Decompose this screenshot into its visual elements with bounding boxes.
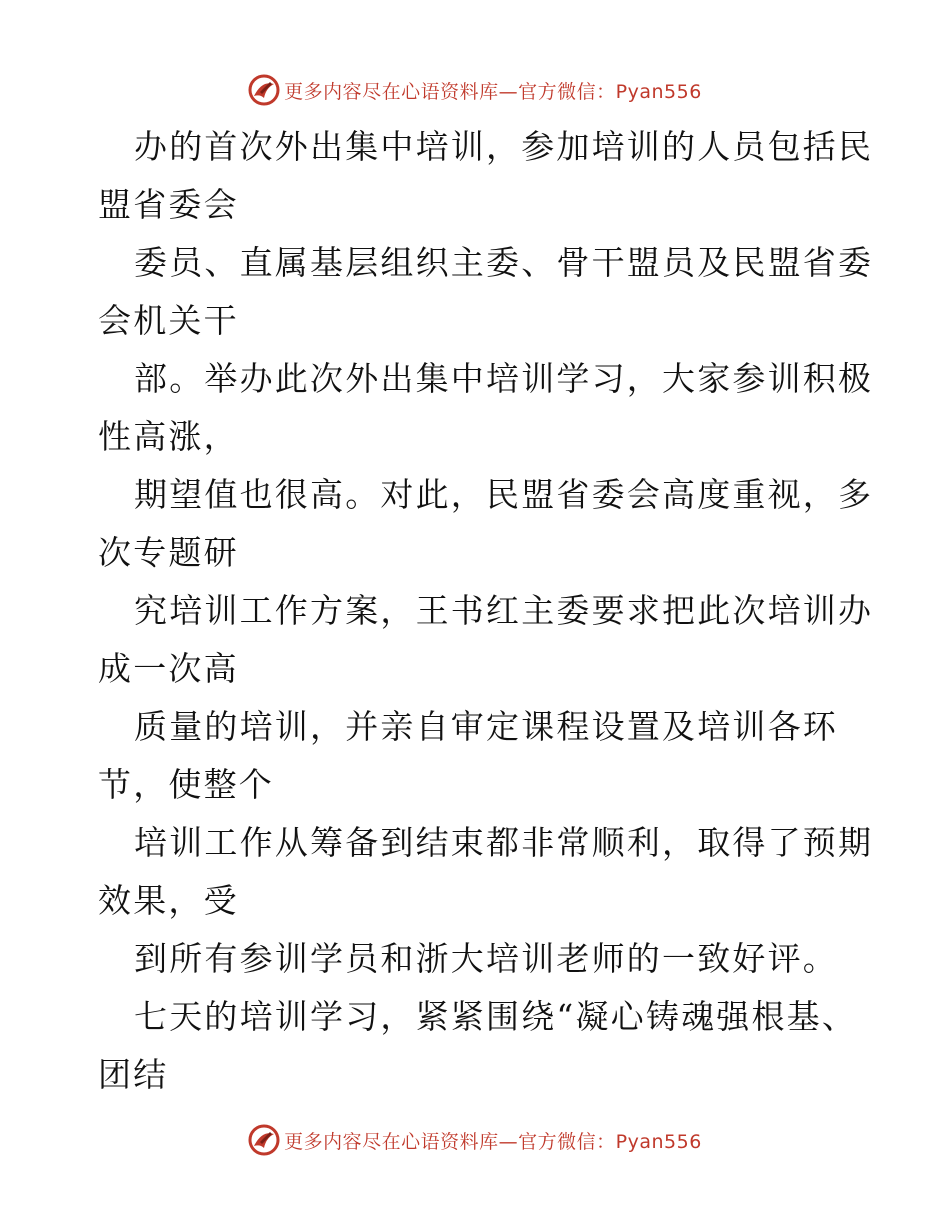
text-line: 性高涨， [98,417,239,456]
text-line: 盟省委会 [98,185,239,224]
header-banner-text: 更多内容尽在心语资料库—官方微信：Pyan556 [284,80,702,103]
text-line: 部。举办此次外出集中培训学习，大家参训积极 [134,359,874,398]
text-line: 效果，受 [98,881,239,920]
text-line: 团结 [98,1055,169,1094]
text-line: 期望值也很高。对此，民盟省委会高度重视，多 [134,475,874,514]
red-swirl-logo-icon [248,74,280,106]
text-line: 到所有参训学员和浙大培训老师的一致好评。 [134,939,838,978]
text-line: 委员、直属基层组织主委、骨干盟员及民盟省委 [134,243,874,282]
document-body [98,118,874,1104]
footer-banner [0,1120,950,1160]
text-line: 培训工作从筹备到结束都非常顺利，取得了预期 [134,823,874,862]
text-line: 办的首次外出集中培训，参加培训的人员包括民 [134,127,874,166]
text-line: 次专题研 [98,533,239,572]
red-swirl-logo-icon [248,1124,280,1156]
header-banner [0,70,950,110]
text-line: 究培训工作方案，王书红主委要求把此次培训办 [134,591,874,630]
footer-banner-text: 更多内容尽在心语资料库—官方微信：Pyan556 [284,1130,702,1153]
text-line: 成一次高 [98,649,239,688]
text-line: 质量的培训，并亲自审定课程设置及培训各环 [134,707,838,746]
text-line: 节，使整个 [98,765,274,804]
text-line: 会机关干 [98,301,239,340]
text-line: 七天的培训学习，紧紧围绕“凝心铸魂强根基、 [134,997,858,1036]
